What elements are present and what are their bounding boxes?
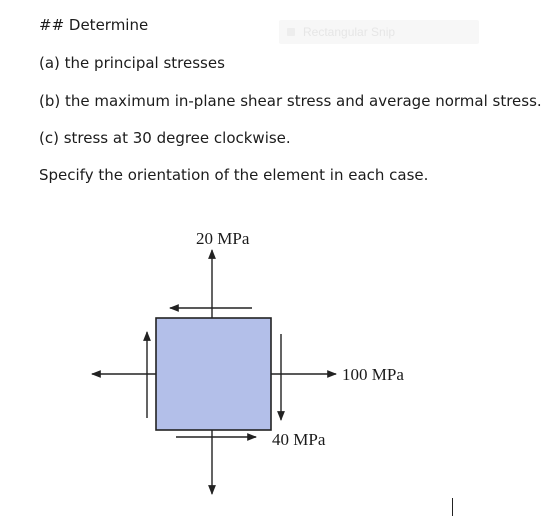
label-20-mpa: 20 MPa [196,229,250,248]
label-100-mpa: 100 MPa [342,365,404,384]
stress-element-square [156,318,271,430]
instruction-text: Specify the orientation of the element in each case. [39,166,429,184]
item-a: (a) the principal stresses [39,54,225,72]
heading-determine: ## Determine [39,16,149,34]
item-b: (b) the maximum in-plane shear stress and average normal stress. [39,92,542,110]
text-cursor [452,498,453,516]
item-c: (c) stress at 30 degree clockwise. [39,129,291,147]
label-40-mpa: 40 MPa [272,430,326,449]
snip-watermark-label: Rectangular Snip [303,25,396,39]
